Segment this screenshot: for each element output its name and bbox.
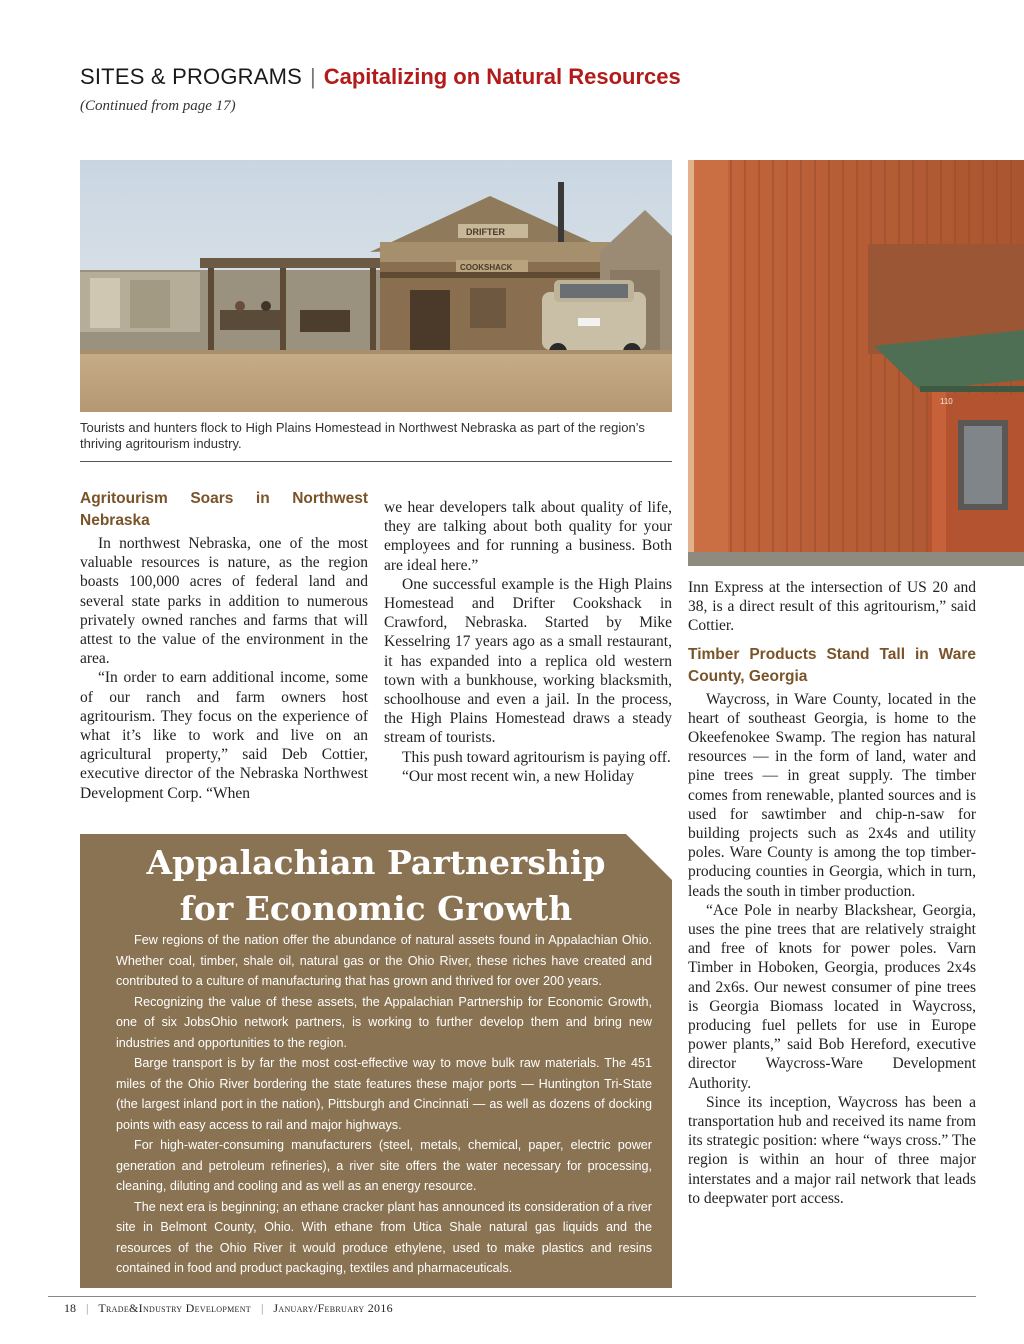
timber-building-illustration	[688, 160, 1024, 566]
paragraph: “In order to earn additional income, some of our ranch and farm owners host agritourism. They focus on the experience of what it’s like to work and live on an agricultural property,” said Deb Cottier, executive director of the Nebraska Northwest Development Corp. “When	[80, 669, 368, 802]
footer-rule	[48, 1296, 976, 1297]
sign-cookshack: COOKSHACK	[460, 263, 513, 272]
subhead-georgia: Timber Products Stand Tall in Ware County, Georgia	[688, 645, 976, 685]
paragraph: One successful example is the High Plains Homestead and Drifter Cookshack in Crawford, Nebraska. Started by Mike Kesselring 17 years ago as a small restaurant, it has expanded into a replica old western town with a bunkhouse, working blacksmith, schoolhouse and even a jail. In the process, the High Plains Homestead draws a steady stream of tourists.	[384, 575, 672, 747]
page-number: 18	[64, 1301, 76, 1315]
homestead-photo-illustration	[80, 160, 672, 412]
article-column-2	[384, 498, 672, 786]
sidebar-corner-notch	[626, 834, 672, 880]
paragraph: “Ace Pole in nearby Blackshear, Georgia, uses the pine trees that are relatively straight and free of knots for power poles. Varn Timber in Hoboken, Georgia, produces 2x4s and 2x6s. Our newest consumer of pine trees is Georgia Biomass located in Waycross, producing fuel pellets for use in Europe power plants,” said Bob Hereford, executive director Waycross-Ware Development Authority.	[688, 901, 976, 1092]
section-label: SITES & PROGRAMS	[80, 64, 303, 89]
header-separator: |	[310, 64, 316, 89]
continued-note: (Continued from page 17)	[80, 98, 236, 114]
sign-drifter: DRIFTER	[466, 227, 505, 237]
page-footer	[64, 1301, 393, 1316]
sidebar-paragraph: For high-water-consuming manufacturers (steel, metals, chemical, paper, electric power generation and petroleum refineries), a river site offers the water necessary for processing, cleaning, diluting and cooling and as well as an energy resource.	[116, 1138, 652, 1193]
sidebar-title-line-2: for Economic Growth	[179, 889, 573, 928]
paragraph: This push toward agritourism is paying off.	[402, 748, 671, 766]
paragraph: Inn Express at the intersection of US 20 and 38, is a direct result of this agritourism,” said Cottier.	[688, 579, 976, 635]
paragraph: Waycross, in Ware County, located in the heart of southeast Georgia, is home to the Okeefenokee Swamp. The region has natural resources — in the form of land, water and pine trees — in great supply. The timber comes from renewable, planted sources and is used for sawtimber and chip-n-saw for building projects such as 2x4s and utility poles. Ware County is among the top timber-producing counties in Georgia, which in turn, leads the south in timber production.	[688, 690, 976, 900]
issue-date: January/February 2016	[273, 1301, 393, 1315]
sidebar-box	[80, 834, 672, 1288]
photo-caption: Tourists and hunters flock to High Plains Homestead in Northwest Nebraska as part of the region’s thriving agritourism industry.	[80, 420, 645, 451]
footer-separator: |	[86, 1301, 89, 1315]
building-number: 110	[940, 397, 953, 406]
timber-building-photo	[688, 160, 1024, 566]
article-column-1	[80, 488, 368, 803]
sidebar-paragraph: Few regions of the nation offer the abundance of natural assets found in Appalachian Ohio. Whether coal, timber, shale oil, natural gas or the Ohio River, these riches have created and contributed to a culture of manufacturing that has grown and thrived for over 200 years.	[116, 933, 652, 988]
sidebar-paragraph: Barge transport is by far the most cost-effective way to move bulk raw materials. The 451 miles of the Ohio River bordering the state features these major ports — Huntington Tri-State (the largest inland port in the nation), Pittsburgh and Cincinnati — as well as dozens of docking points with easy access to rail and major highways.	[116, 1056, 652, 1132]
page-header	[80, 64, 681, 90]
headline: Capitalizing on Natural Resources	[323, 64, 681, 89]
publication-name: Trade&Industry Development	[98, 1301, 251, 1315]
sidebar-body	[116, 930, 652, 1279]
sidebar-title-line-1: Appalachian Partnership	[146, 843, 606, 882]
caption-rule	[80, 461, 672, 462]
paragraph: Since its inception, Waycross has been a transportation hub and received its name from its strategic position: where “ways cross.” The region is within an hour of three major interstates and a major rail network that leads to deepwater port access.	[688, 1093, 976, 1207]
sidebar-paragraph: Recognizing the value of these assets, the Appalachian Partnership for Economic Growth, one of six JobsOhio network partners, is working to further develop them and bring new industries and opportunities to the region.	[116, 994, 652, 1050]
article-column-3	[688, 578, 976, 1208]
homestead-photo	[80, 160, 672, 412]
sidebar-title	[80, 840, 672, 932]
sidebar-paragraph: The next era is beginning; an ethane cracker plant has announced its consideration of a river site in Belmont County, Ohio. With ethane from Utica Shale natural gas liquids and the resources of the Ohio River it would produce ethylene, used to make plastics and resins contained in food and product packaging, textiles and pharmaceuticals.	[116, 1199, 652, 1275]
paragraph: In northwest Nebraska, one of the most valuable resources is nature, as the region boasts 100,000 acres of federal land and several state parks in addition to numerous privately owned ranches and farms that will attest to the value of the environment in the area.	[80, 535, 368, 668]
footer-separator: |	[260, 1301, 264, 1315]
paragraph: we hear developers talk about quality of life, they are talking about both quality for your employees and for running a business. Both are ideal here.”	[384, 499, 672, 574]
subhead-nebraska: Agritourism Soars in Northwest Nebraska	[80, 490, 368, 529]
paragraph: “Our most recent win, a new Holiday	[402, 767, 635, 785]
